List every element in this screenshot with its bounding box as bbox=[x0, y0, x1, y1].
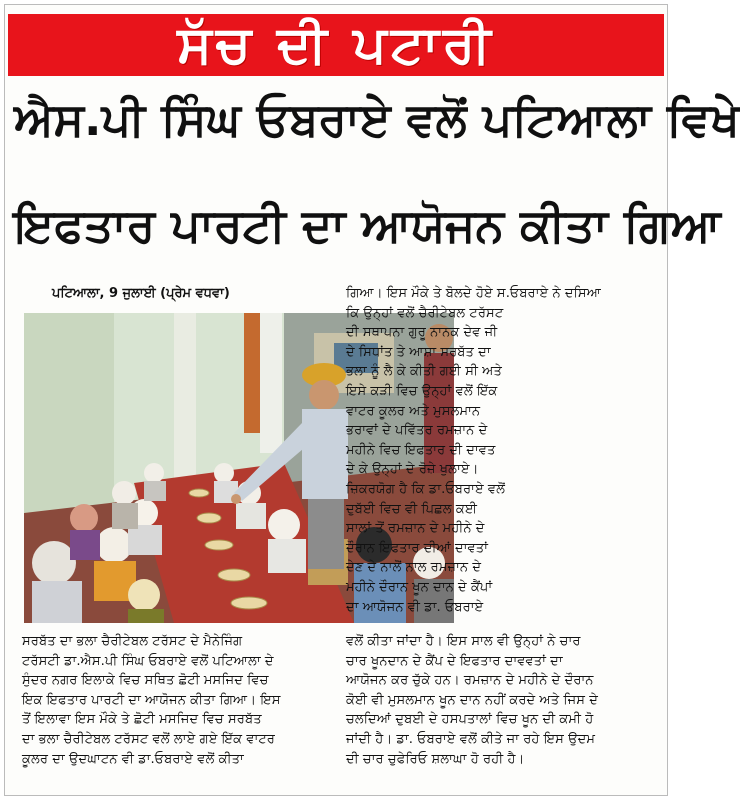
right-column-line: ਮਹੀਨੇ ਵਿਚ ਇਫਤਾਰ ਦੀ ਦਾਵਤ bbox=[346, 442, 496, 458]
bottom-right-line: ਵਲੋਂ ਕੀਤਾ ਜਾਂਦਾ ਹੈ। ਇਸ ਸਾਲ ਵੀ ਉਨ੍ਹਾਂ ਨੇ ਚਾਰ bbox=[346, 634, 581, 649]
right-column-line: ਦੇ ਕੇ ਉਨ੍ਹਾਂ ਦੇ ਰੋਜ਼ੇ ਖੁਲਾਏ। bbox=[346, 462, 479, 478]
right-column-line: ਵਾਟਰ ਕੂਲਰ ਅਤੇ ਮੁਸਲਮਾਨ bbox=[346, 403, 481, 419]
masthead-title: ਸੱਚ ਦੀ ਪਟਾਰੀ bbox=[177, 14, 495, 75]
right-column-line: ਸਾਲਾਂ ਤੋਂ ਰਮਜ਼ਾਨ ਦੇ ਮਹੀਨੇ ਦੇ bbox=[346, 521, 485, 537]
bottom-right-line: ਆਯੋਜਨ ਕਰ ਚੁੱਕੇ ਹਨ। ਰਮਜ਼ਾਨ ਦੇ ਮਹੀਨੇ ਦੇ ਦੌਰਾਨ bbox=[346, 673, 594, 689]
masthead-banner bbox=[8, 14, 664, 76]
article-bottom-left-column bbox=[22, 632, 340, 769]
bottom-left-line: ਇਕ ਇਫਤਾਰ ਪਾਰਟੀ ਦਾ ਆਯੋਜਨ ਕੀਤਾ ਗਿਆ। ਇਸ bbox=[22, 692, 281, 708]
right-column-line: ਜ਼ਿਕਰਯੋਗ ਹੈ ਕਿ ਡਾ.ਓਬਰਾਏ ਵਲੋਂ bbox=[346, 481, 506, 497]
bottom-right-line: ਜਾਂਦੀ ਹੈ। ਡਾ. ਓਬਰਾਏ ਵਲੋਂ ਕੀਤੇ ਜਾ ਰਹੇ ਇਸ ਉਦਮ bbox=[346, 731, 596, 747]
bottom-left-line: ਸੁੰਦਰ ਨਗਰ ਇਲਾਕੇ ਵਿਚ ਸਥਿਤ ਛੋਟੀ ਮਸਜਿਦ ਵਿਚ bbox=[22, 673, 269, 689]
bottom-right-line: ਕੋਈ ਵੀ ਮੁਸਲਮਾਨ ਖੂਨ ਦਾਨ ਨਹੀਂ ਕਰਦੇ ਅਤੇ ਜਿਸ ਦੇ bbox=[346, 692, 598, 708]
right-column-line: ਦੇ ਸਿਧਾਂਤ ਤੇ ਆਸ਼ਾ ਸਰਬੱਤ ਦਾ bbox=[346, 344, 491, 360]
bottom-left-line: ਟਰੱਸਟੀ ਡਾ.ਐਸ.ਪੀ ਸਿੰਘ ਓਬਰਾਏ ਵਲੋਂ ਪਟਿਆਲਾ ਦੇ bbox=[22, 653, 274, 669]
bottom-right-line: ਚਾਰ ਖੂਨਦਾਨ ਦੇ ਕੈਂਪ ਦੇ ਇਫਤਾਰ ਦਾਵਵਤਾਂ ਦਾ bbox=[346, 653, 563, 669]
dateline: ਪਟਿਆਲਾ, 9 ਜੁਲਾਈ (ਪ੍ਰੇਮ ਵਧਵਾ) bbox=[52, 286, 230, 301]
right-column-line: ਭਲਾ ਨੂੰ ਲੈ ਕੇ ਕੀਤੀ ਗਈ ਸੀ ਅਤੇ bbox=[346, 364, 502, 380]
right-column-line: ਦੁਬੱਈ ਵਿਚ ਵੀ ਪਿਛਲ ਕਈ bbox=[346, 501, 478, 517]
headline-line-1: ਐਸ.ਪੀ ਸਿੰਘ ਓਬਰਾਏ ਵਲੋਂ ਪਟਿਆਲਾ ਵਿਖੇ bbox=[14, 92, 740, 146]
right-column-line: ਗਿਆ। ਇਸ ਮੌਕੇ ਤੇ ਬੋਲਦੇ ਹੋਏ ਸ.ਓਬਰਾਏ ਨੇ ਦਸਿਆ bbox=[346, 286, 602, 301]
right-column-line: ਕਿ ਉਨ੍ਹਾਂ ਵਲੋਂ ਚੈਰੀਟੇਬਲ ਟਰੱਸਟ bbox=[346, 305, 504, 321]
article-bottom-right-column bbox=[346, 632, 658, 769]
bottom-left-line: ਤੋਂ ਇਲਾਵਾ ਇਸ ਮੌਕੇ ਤੇ ਛੋਟੀ ਮਸਜਿਦ ਵਿਚ ਸਰਬੱਤ bbox=[22, 712, 262, 728]
right-column-line: ਇਸੇ ਕੜੀ ਵਿਚ ਉਨ੍ਹਾਂ ਵਲੋਂ ਇੱਕ bbox=[346, 383, 498, 399]
bottom-left-line: ਦਾ ਭਲਾ ਚੈਰੀਟੇਬਲ ਟਰੱਸਟ ਵਲੋਂ ਲਾਏ ਗਏ ਇੱਕ ਵਾਟਰ bbox=[22, 731, 275, 747]
right-column-line: ਦੇਣ ਦੇ ਨਾਲੋਂ ਨਾਲ ਰਮਜ਼ਾਨ ਦੇ bbox=[346, 560, 482, 576]
right-column-line: ਦਾ ਆਯੋਜਨ ਵੀ ਡਾ. ਓਬਰਾਏ bbox=[346, 599, 484, 615]
right-column-line: ਮਹੀਨੇ ਦੌਰਾਨ ਖੂਨ ਦਾਨ ਦੇ ਕੈਂਪਾਂ bbox=[346, 579, 493, 595]
headline-line-2: ਇਫਤਾਰ ਪਾਰਟੀ ਦਾ ਆਯੋਜਨ ਕੀਤਾ ਗਿਆ bbox=[14, 198, 721, 252]
bottom-left-line: ਕੂਲਰ ਦਾ ਉਦਘਾਟਨ ਵੀ ਡਾ.ਓਬਰਾਏ ਵਲੋਂ ਕੀਤਾ bbox=[22, 751, 244, 767]
article-right-column bbox=[346, 284, 656, 617]
bottom-left-line: ਸਰਬੱਤ ਦਾ ਭਲਾ ਚੈਰੀਟੇਬਲ ਟਰੱਸਟ ਦੇ ਮੈਨੇਜਿੰਗ bbox=[22, 634, 243, 649]
bottom-right-line: ਦੀ ਚਾਰ ਚੁਫੇਰਿਓ ਸ਼ਲਾਘਾ ਹੋ ਰਹੀ ਹੈ। bbox=[346, 751, 525, 767]
right-column-line: ਦੀ ਸਥਾਪਨਾ ਗੁਰੂ ਨਾਨਕ ਦੇਵ ਜੀ bbox=[346, 325, 498, 341]
bottom-right-line: ਚਲਦਿਆਂ ਦੁਬਈ ਦੇ ਹਸਪਤਾਲਾਂ ਵਿਚ ਖੂਨ ਦੀ ਕਮੀ ਹੋ bbox=[346, 712, 594, 728]
right-column-line: ਦੌਰਾਨ ਇਫਤਾਰ ਦੀਆਂ ਦਾਵਤਾਂ bbox=[346, 540, 488, 556]
right-column-line: ਭਰਾਵਾਂ ਦੇ ਪਵਿੱਤਰ ਰਮਜ਼ਾਨ ਦੇ bbox=[346, 423, 488, 439]
